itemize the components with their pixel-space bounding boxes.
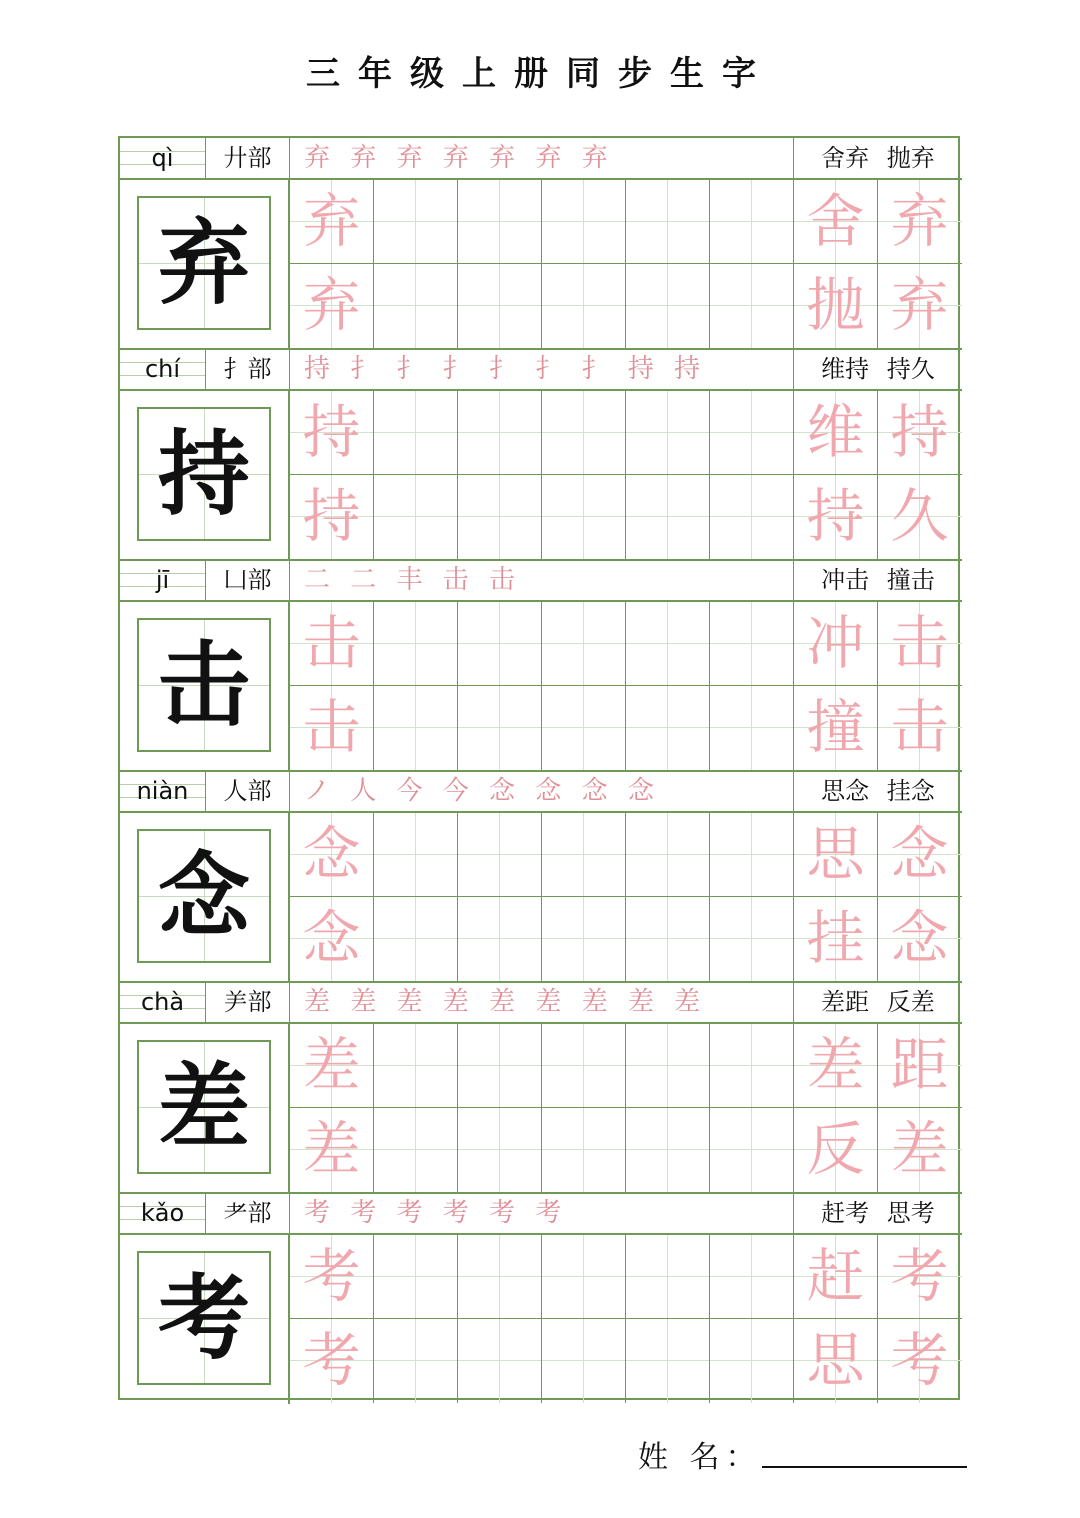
blank-practice-cell[interactable]	[626, 1319, 710, 1403]
trace-character: 持	[806, 482, 865, 550]
blank-practice-cell[interactable]	[626, 1235, 710, 1319]
blank-practice-cell[interactable]	[626, 897, 710, 981]
blank-practice-cell[interactable]	[710, 1108, 794, 1192]
blank-practice-cell[interactable]	[710, 475, 794, 559]
radical-label: 人部	[206, 771, 290, 811]
trace-word-cell	[794, 475, 878, 559]
section-divider	[120, 981, 962, 983]
blank-practice-cell[interactable]	[542, 1235, 626, 1319]
trace-word-cell	[878, 475, 962, 559]
trace-character: 考	[890, 1242, 949, 1310]
trace-character: 维	[806, 398, 865, 466]
blank-practice-cell[interactable]	[542, 602, 626, 686]
section-header	[120, 771, 962, 813]
radical-label: 耂部	[206, 1193, 290, 1233]
blank-practice-cell[interactable]	[374, 602, 458, 686]
blank-practice-cell[interactable]	[710, 180, 794, 264]
blank-practice-cell[interactable]	[374, 897, 458, 981]
radical-label: 凵部	[206, 560, 290, 600]
trace-character: 击	[890, 693, 949, 761]
trace-character: 弃	[890, 187, 949, 255]
trace-character: 挂	[806, 904, 865, 972]
blank-practice-cell[interactable]	[626, 602, 710, 686]
practice-sheet	[118, 136, 960, 1400]
blank-practice-cell[interactable]	[542, 897, 626, 981]
character-section	[120, 349, 962, 560]
blank-practice-cell[interactable]	[542, 813, 626, 897]
radical-label: 廾部	[206, 138, 290, 178]
trace-character-cell	[290, 391, 374, 475]
blank-practice-cell[interactable]	[710, 1235, 794, 1319]
section-header	[120, 1193, 962, 1235]
main-character-cell	[120, 813, 290, 982]
blank-practice-cell[interactable]	[542, 1319, 626, 1403]
blank-practice-cell[interactable]	[626, 686, 710, 770]
blank-practice-cell[interactable]	[626, 391, 710, 475]
trace-character: 冲	[806, 609, 865, 677]
blank-practice-cell[interactable]	[626, 180, 710, 264]
blank-practice-cell[interactable]	[374, 1319, 458, 1403]
main-character-box	[137, 196, 271, 330]
main-character: 击	[157, 631, 250, 739]
blank-practice-cell[interactable]	[710, 686, 794, 770]
trace-character: 击	[302, 609, 361, 677]
pinyin-label: chí	[120, 349, 206, 389]
trace-character: 念	[890, 820, 949, 888]
example-words: 冲击 撞击	[821, 566, 935, 594]
trace-character: 思	[806, 820, 865, 888]
trace-character-cell	[290, 1108, 374, 1192]
blank-practice-cell[interactable]	[374, 1024, 458, 1108]
stroke-order: 弃 弃 弃 弃 弃 弃 弃	[290, 138, 794, 178]
section-divider	[120, 770, 962, 772]
trace-character-cell	[290, 264, 374, 348]
blank-practice-cell[interactable]	[374, 813, 458, 897]
trace-word-cell	[878, 813, 962, 897]
blank-practice-cell[interactable]	[542, 686, 626, 770]
trace-character-cell	[290, 1024, 374, 1108]
blank-practice-cell[interactable]	[542, 391, 626, 475]
trace-character: 弃	[302, 187, 361, 255]
main-character-cell	[120, 1235, 290, 1404]
trace-word-cell	[878, 1024, 962, 1108]
stroke-order: 二 二 丰 击 击	[290, 560, 794, 600]
section-header	[120, 349, 962, 391]
radical-label: ⺶部	[206, 982, 290, 1022]
trace-character: 持	[890, 398, 949, 466]
main-character-box	[137, 829, 271, 963]
blank-practice-cell[interactable]	[458, 1319, 542, 1403]
blank-practice-cell[interactable]	[542, 1108, 626, 1192]
trace-character-cell	[290, 180, 374, 264]
trace-word-cell	[878, 1108, 962, 1192]
trace-word-cell	[878, 1319, 962, 1403]
blank-practice-cell[interactable]	[542, 264, 626, 348]
blank-practice-cell[interactable]	[458, 1024, 542, 1108]
blank-practice-cell[interactable]	[710, 264, 794, 348]
trace-word-cell	[878, 264, 962, 348]
section-header	[120, 560, 962, 602]
blank-practice-cell[interactable]	[710, 897, 794, 981]
trace-character: 念	[890, 904, 949, 972]
trace-character: 持	[302, 398, 361, 466]
section-divider	[120, 559, 962, 561]
trace-character: 击	[302, 693, 361, 761]
blank-practice-cell[interactable]	[458, 813, 542, 897]
trace-word-cell	[878, 391, 962, 475]
blank-practice-cell[interactable]	[710, 602, 794, 686]
blank-practice-cell[interactable]	[458, 264, 542, 348]
section-header	[120, 138, 962, 180]
trace-character-cell	[290, 813, 374, 897]
blank-practice-cell[interactable]	[374, 475, 458, 559]
trace-character-cell	[290, 1235, 374, 1319]
trace-character: 考	[302, 1242, 361, 1310]
blank-practice-cell[interactable]	[374, 686, 458, 770]
blank-practice-cell[interactable]	[458, 475, 542, 559]
section-header	[120, 982, 962, 1024]
main-character: 差	[157, 1053, 250, 1161]
main-character-cell	[120, 1024, 290, 1193]
blank-practice-cell[interactable]	[458, 180, 542, 264]
blank-practice-cell[interactable]	[626, 264, 710, 348]
trace-character: 持	[302, 482, 361, 550]
trace-character: 击	[890, 609, 949, 677]
trace-word-cell	[794, 1235, 878, 1319]
blank-practice-cell[interactable]	[710, 1024, 794, 1108]
blank-practice-cell[interactable]	[458, 686, 542, 770]
character-section	[120, 560, 962, 771]
trace-word-cell	[794, 686, 878, 770]
name-field-line[interactable]	[762, 1466, 967, 1468]
example-words: 思念 挂念	[821, 777, 935, 805]
trace-character: 差	[302, 1031, 361, 1099]
main-character-box	[137, 1251, 271, 1385]
trace-word-cell	[878, 686, 962, 770]
pinyin-label: niàn	[120, 771, 206, 811]
trace-word-cell	[794, 180, 878, 264]
blank-practice-cell[interactable]	[542, 1024, 626, 1108]
trace-word-cell	[878, 1235, 962, 1319]
trace-word-cell	[794, 1108, 878, 1192]
blank-practice-cell[interactable]	[458, 1235, 542, 1319]
trace-character: 抛	[806, 271, 865, 339]
trace-character: 思	[806, 1326, 865, 1394]
blank-practice-cell[interactable]	[374, 1108, 458, 1192]
trace-word-cell	[794, 813, 878, 897]
example-words: 舍弃 抛弃	[821, 144, 935, 172]
blank-practice-cell[interactable]	[710, 1319, 794, 1403]
radical-label: 扌部	[206, 349, 290, 389]
trace-word-cell	[794, 897, 878, 981]
trace-character-cell	[290, 602, 374, 686]
trace-character: 弃	[302, 271, 361, 339]
stroke-order: 持 扌 扌 扌 扌 扌 扌 持 持	[290, 349, 794, 389]
blank-practice-cell[interactable]	[458, 1108, 542, 1192]
trace-character: 差	[806, 1031, 865, 1099]
trace-character: 久	[890, 482, 949, 550]
blank-practice-cell[interactable]	[374, 264, 458, 348]
blank-practice-cell[interactable]	[710, 813, 794, 897]
blank-practice-cell[interactable]	[374, 180, 458, 264]
trace-word-cell	[794, 264, 878, 348]
blank-practice-cell[interactable]	[374, 1235, 458, 1319]
blank-practice-cell[interactable]	[626, 1024, 710, 1108]
trace-character: 撞	[806, 693, 865, 761]
example-words: 维持 持久	[821, 355, 935, 383]
main-character-cell	[120, 180, 290, 349]
blank-practice-cell[interactable]	[542, 475, 626, 559]
character-section	[120, 1193, 962, 1404]
trace-word-cell	[878, 897, 962, 981]
trace-word-cell	[794, 391, 878, 475]
trace-word-cell	[794, 1024, 878, 1108]
trace-word-cell	[878, 602, 962, 686]
main-character: 弃	[157, 209, 250, 317]
example-words: 赶考 思考	[821, 1199, 935, 1227]
blank-practice-cell[interactable]	[626, 1108, 710, 1192]
blank-practice-cell[interactable]	[626, 813, 710, 897]
trace-character-cell	[290, 686, 374, 770]
trace-character: 考	[890, 1326, 949, 1394]
trace-character-cell	[290, 1319, 374, 1403]
trace-word-cell	[878, 180, 962, 264]
page-title: 三年级上册同步生字	[306, 54, 774, 94]
trace-character: 距	[890, 1031, 949, 1099]
pinyin-label: jī	[120, 560, 206, 600]
character-section	[120, 982, 962, 1193]
trace-character: 念	[302, 820, 361, 888]
main-character-cell	[120, 602, 290, 771]
trace-character: 考	[302, 1326, 361, 1394]
name-label: 姓 名：	[638, 1440, 762, 1475]
main-character-box	[137, 1040, 271, 1174]
main-character: 考	[157, 1264, 250, 1372]
trace-character: 弃	[890, 271, 949, 339]
stroke-order: 考 考 考 考 考 考	[290, 1193, 794, 1233]
main-character: 持	[157, 420, 250, 528]
main-character-cell	[120, 391, 290, 560]
blank-practice-cell[interactable]	[710, 391, 794, 475]
blank-practice-cell[interactable]	[458, 897, 542, 981]
section-divider	[120, 1192, 962, 1194]
character-section	[120, 138, 962, 349]
trace-character: 念	[302, 904, 361, 972]
trace-character-cell	[290, 475, 374, 559]
example-words: 差距 反差	[821, 988, 935, 1016]
pinyin-label: chà	[120, 982, 206, 1022]
section-divider	[120, 348, 962, 350]
trace-character: 反	[806, 1115, 865, 1183]
blank-practice-cell[interactable]	[542, 180, 626, 264]
blank-practice-cell[interactable]	[626, 475, 710, 559]
main-character-box	[137, 407, 271, 541]
trace-word-cell	[794, 1319, 878, 1403]
main-character: 念	[157, 842, 250, 950]
trace-character: 差	[302, 1115, 361, 1183]
main-character-box	[137, 618, 271, 752]
blank-practice-cell[interactable]	[374, 391, 458, 475]
blank-practice-cell[interactable]	[458, 391, 542, 475]
character-section	[120, 771, 962, 982]
trace-character: 舍	[806, 187, 865, 255]
pinyin-label: qì	[120, 138, 206, 178]
trace-character-cell	[290, 897, 374, 981]
pinyin-label: kǎo	[120, 1193, 206, 1233]
stroke-order: 差 差 差 差 差 差 差 差 差	[290, 982, 794, 1022]
trace-word-cell	[794, 602, 878, 686]
trace-character: 差	[890, 1115, 949, 1183]
stroke-order: ノ 人 今 今 念 念 念 念	[290, 771, 794, 811]
blank-practice-cell[interactable]	[458, 602, 542, 686]
trace-character: 赶	[806, 1242, 865, 1310]
